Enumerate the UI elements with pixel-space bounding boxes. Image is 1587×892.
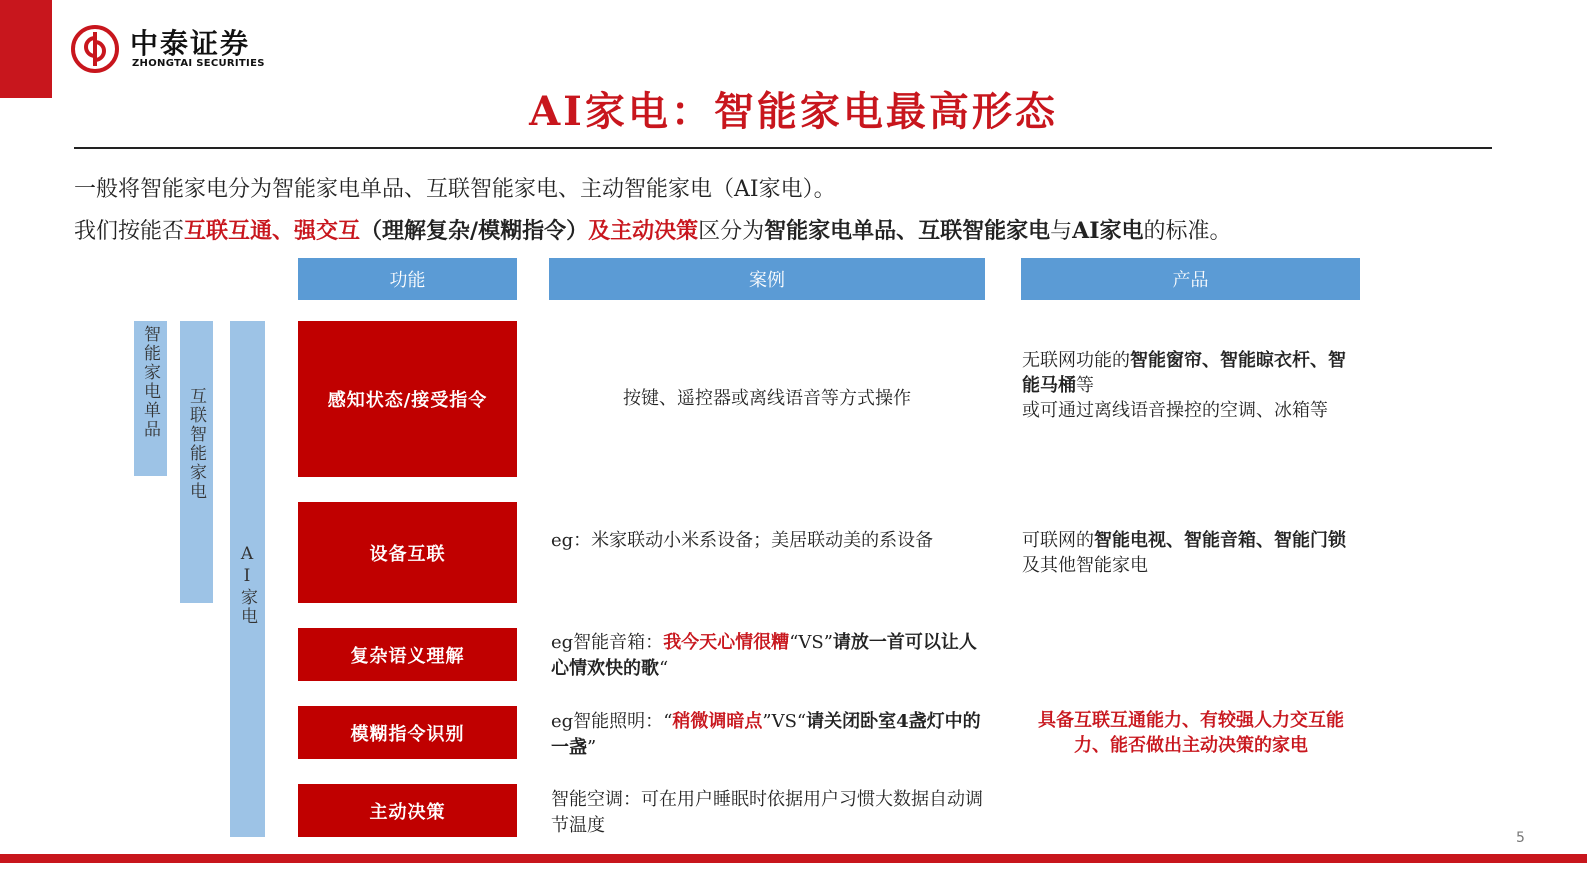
function-box: 复杂语义理解 xyxy=(298,628,517,681)
intro-highlight: 及主动决策 xyxy=(588,218,699,244)
ai-product-text: 具备互联互通能力、有较强人力交互能力、能否做出主动决策的家电 xyxy=(1038,710,1344,756)
intro-line-1: 一般将智能家电分为智能家电单品、互联智能家电、主动智能家电（AI家电）。 xyxy=(74,177,836,202)
product-bold: 智能电视、智能音箱、智能门锁 xyxy=(1094,530,1346,551)
intro-text: 区分为 xyxy=(698,219,765,244)
product-text-plain: 及其他智能家电 xyxy=(1022,555,1148,576)
case-text: 智能空调：可在用户睡眠时依据用户习惯大数据自动调节温度 xyxy=(551,789,983,836)
level-label: AI家电 xyxy=(237,544,257,626)
case-text: 按键、遥控器或离线语音等方式操作 xyxy=(623,388,911,409)
case-text xyxy=(551,630,991,682)
product-text-plain: 或可通过离线语音操控的空调、冰箱等 xyxy=(1022,400,1328,421)
zhongtai-logo-icon xyxy=(70,24,120,74)
header-function: 功能 xyxy=(298,258,517,300)
function-box: 主动决策 xyxy=(298,784,517,837)
header-case: 案例 xyxy=(549,258,985,300)
intro-bold: AI家电 xyxy=(1072,218,1144,244)
function-box: 感知状态/接受指令 xyxy=(298,321,517,477)
page-title: AI家电：智能家电最高形态 xyxy=(529,88,1058,135)
footer-bar xyxy=(0,854,1587,863)
intro-bold: 智能家电单品、互联智能家电 xyxy=(764,218,1051,244)
case-bold: 请放一首可以让人心情欢快的歌 xyxy=(551,632,977,679)
case-text: eg：米家联动小米系设备；美居联动美的系设备 xyxy=(551,530,934,551)
case-highlight: 我今天心情很糟 xyxy=(663,632,790,653)
case-highlight: 稍微调暗点 xyxy=(672,711,763,732)
case-quote: ” xyxy=(587,737,597,758)
product-text-plain: 可联网的 xyxy=(1022,530,1094,551)
intro-line-2 xyxy=(74,214,1232,245)
title-divider xyxy=(74,147,1492,149)
case-quote: “ xyxy=(663,711,673,732)
product-text xyxy=(1022,348,1362,423)
intro-highlight: 互联互通、强交互 xyxy=(184,218,361,244)
product-text-plain: 等 xyxy=(1076,375,1094,396)
intro-bold: （理解复杂/模糊指令） xyxy=(360,218,589,244)
product-text-plain: 无联网功能的 xyxy=(1022,350,1130,371)
level-bar-single-product xyxy=(134,321,167,476)
intro-text: 我们按能否 xyxy=(74,219,185,244)
product-bold: 智能窗帘、智能晾衣杆、智能马桶 xyxy=(1022,350,1346,396)
intro-text: 的标准。 xyxy=(1143,219,1232,244)
case-prefix: eg智能音箱： xyxy=(551,632,664,653)
level-label: 智能家电单品 xyxy=(140,325,160,439)
function-box: 模糊指令识别 xyxy=(298,706,517,759)
intro-text: 与 xyxy=(1050,219,1073,244)
logo-chinese-name: 中泰证券 xyxy=(130,27,251,60)
header-product: 产品 xyxy=(1021,258,1360,300)
product-text xyxy=(1022,528,1362,578)
case-quote: “ xyxy=(659,658,669,679)
case-quote: “VS” xyxy=(789,632,833,653)
level-bar-connected xyxy=(180,321,213,603)
level-label: 互联智能家电 xyxy=(186,387,206,501)
level-bar-ai xyxy=(230,321,265,837)
case-text xyxy=(551,709,991,761)
case-prefix: eg智能照明： xyxy=(551,711,664,732)
case-quote: ”VS“ xyxy=(762,711,807,732)
page-number: 5 xyxy=(1516,830,1525,846)
logo-english-name: ZHONGTAI SECURITIES xyxy=(132,58,265,69)
function-box: 设备互联 xyxy=(298,502,517,603)
case-bold: 请关闭卧室4盏灯中的一盏 xyxy=(551,711,981,758)
